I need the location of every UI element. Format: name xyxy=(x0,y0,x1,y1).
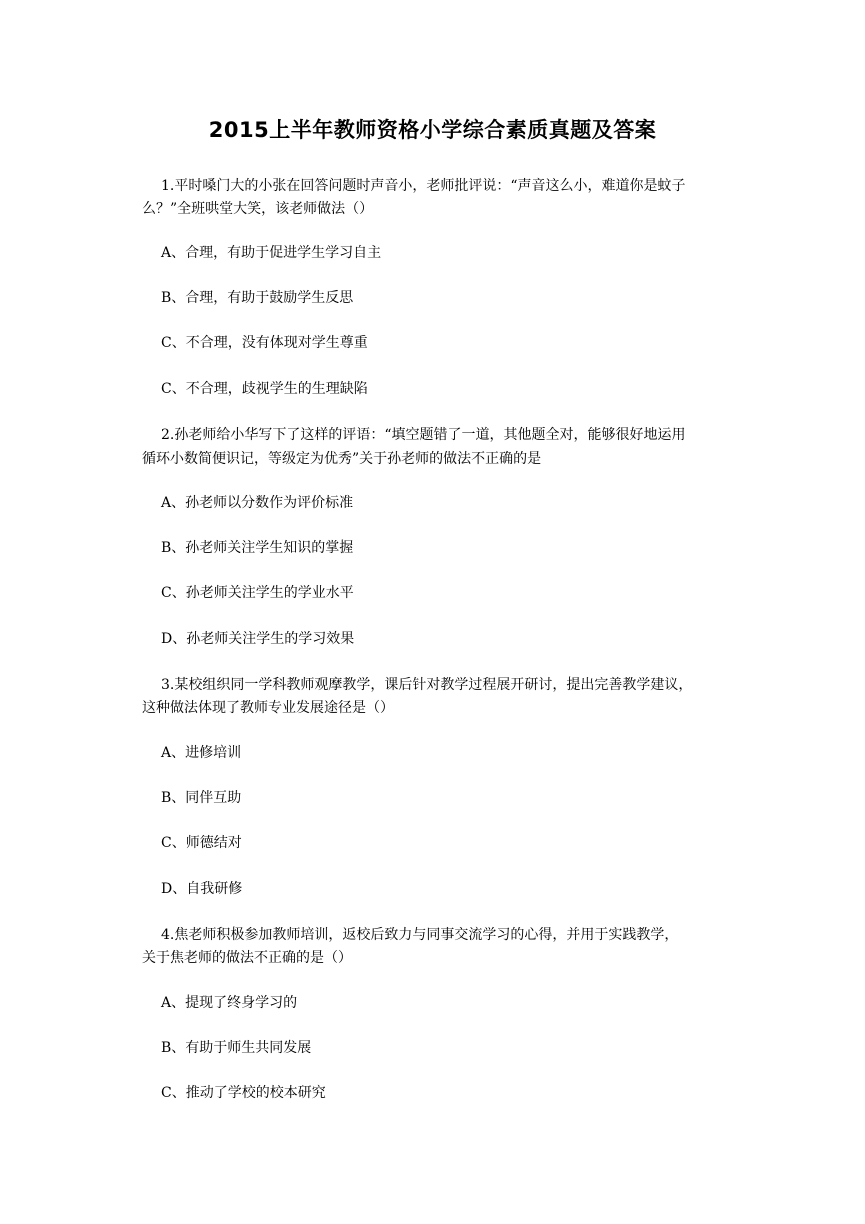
answer-option: B、合理，有助于鼓励学生反思 xyxy=(161,290,354,306)
answer-option: C、孙老师关注学生的学业水平 xyxy=(161,585,354,601)
answer-option: A、孙老师以分数作为评价标准 xyxy=(161,495,354,511)
answer-option: C、师德结对 xyxy=(161,835,242,851)
question-stem-line: 3.某校组织同一学科教师观摩教学，课后针对教学过程展开研讨，提出完善教学建议， xyxy=(161,677,693,693)
answer-option: C、不合理，歧视学生的生理缺陷 xyxy=(161,381,368,397)
answer-option: D、孙老师关注学生的学习效果 xyxy=(161,631,355,647)
answer-option: B、孙老师关注学生知识的掌握 xyxy=(161,540,354,556)
question-stem-line: 么？”全班哄堂大笑，该老师做法（） xyxy=(142,201,374,217)
answer-option: C、推动了学校的校本研究 xyxy=(161,1085,326,1101)
answer-option: A、进修培训 xyxy=(161,745,242,761)
question-stem-line: 关于焦老师的做法不正确的是（） xyxy=(142,950,352,966)
answer-option: C、不合理，没有体现对学生尊重 xyxy=(161,335,368,351)
answer-option: D、自我研修 xyxy=(161,881,243,897)
answer-option: B、有助于师生共同发展 xyxy=(161,1040,312,1056)
answer-option: A、提现了终身学习的 xyxy=(161,995,298,1011)
question-stem-line: 循环小数简便识记，等级定为优秀”关于孙老师的做法不正确的是 xyxy=(142,451,542,467)
question-stem-line: 4.焦老师积极参加教师培训，返校后致力与同事交流学习的心得，并用于实践教学， xyxy=(161,927,679,943)
answer-option: A、合理，有助于促进学生学习自主 xyxy=(161,245,382,261)
question-stem-line: 1.平时嗓门大的小张在回答问题时声音小，老师批评说：“声音这么小，难道你是蚊子 xyxy=(161,178,686,194)
answer-option: B、同伴互助 xyxy=(161,790,242,806)
question-stem-line: 2.孙老师给小华写下了这样的评语：“填空题错了一道，其他题全对，能够很好地运用 xyxy=(161,427,686,443)
document-title: 2015上半年教师资格小学综合素质真题及答案 xyxy=(208,118,657,142)
question-stem-line: 这种做法体现了教师专业发展途径是（） xyxy=(142,700,394,716)
